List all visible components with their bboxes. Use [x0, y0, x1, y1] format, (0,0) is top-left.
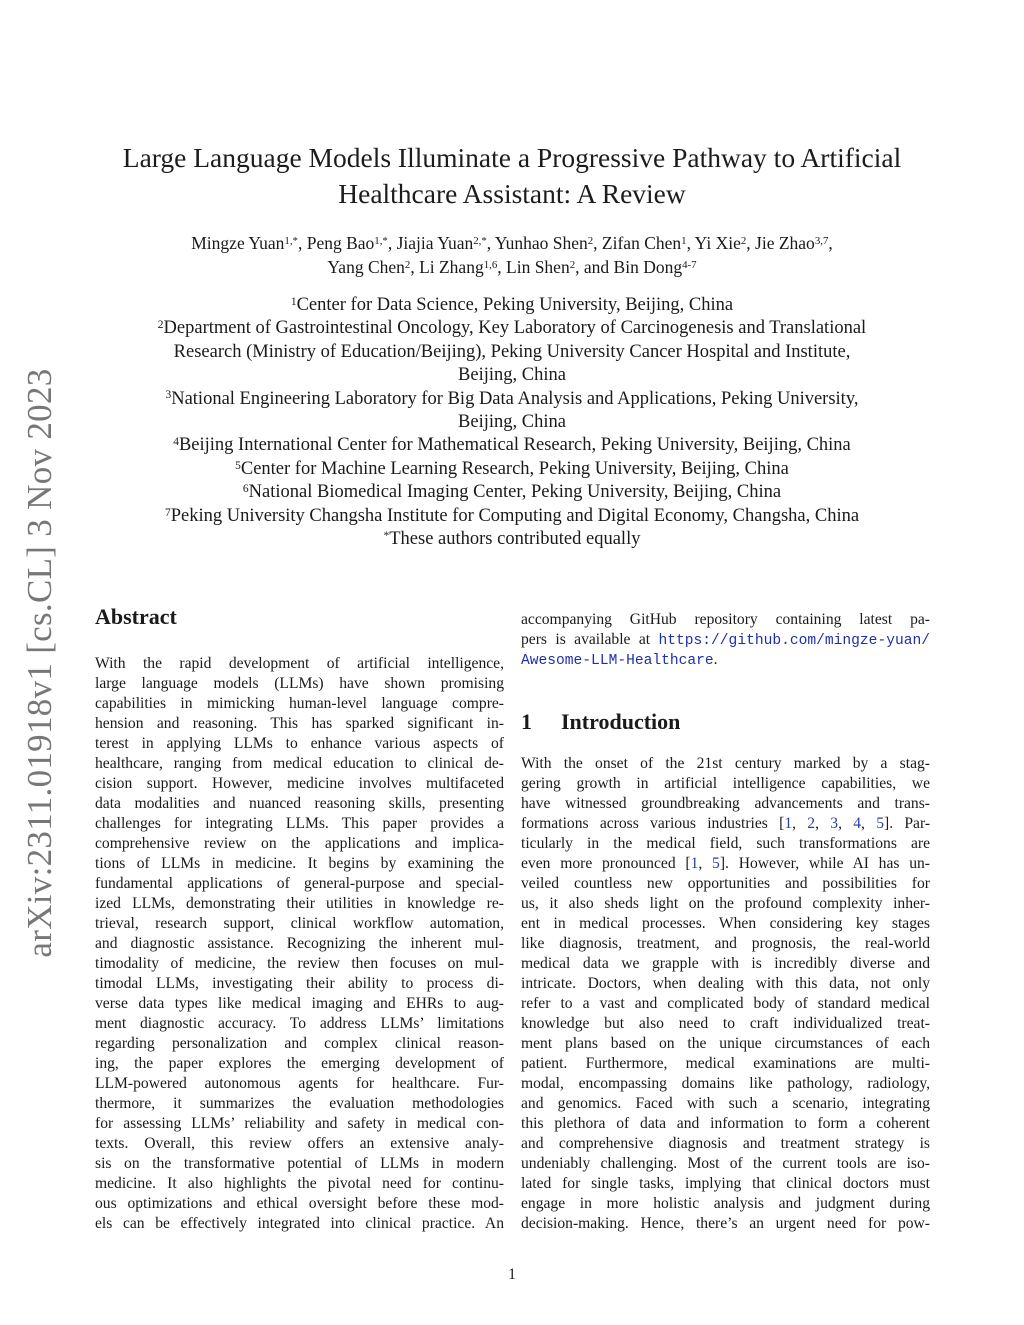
author-name: Yang Chen: [327, 257, 405, 277]
abstract-line: accompanying GitHub repository containing latest pa-: [521, 611, 930, 628]
affiliation-4: [60, 434, 964, 457]
author-affiliation-sup: 2: [404, 259, 411, 272]
citation-separator: ,: [698, 855, 713, 872]
intro-line: ment plans based on the unique circumstances of each: [521, 1035, 930, 1052]
abstract-line: ing, the paper explores the emerging development of: [95, 1055, 504, 1072]
intro-line: [521, 814, 930, 834]
intro-line: decision-making. Hence, there’s an urgent need for pow-: [521, 1215, 930, 1232]
intro-text: ]. However, while AI has un-: [719, 855, 930, 872]
author-affiliation-sup: 2: [569, 259, 576, 272]
affiliation-2: [60, 317, 964, 340]
author-separator: ,: [387, 233, 397, 253]
affiliation-text: Center for Data Science, Peking University, Beijing, China: [296, 295, 734, 315]
abstract-line: healthcare, ranging from medical education to clinical de-: [95, 755, 504, 772]
citation-link[interactable]: 5: [876, 815, 884, 832]
title-line-1: Large Language Models Illuminate a Progressive Pathway to Artificial: [122, 142, 902, 173]
author-separator: ,: [828, 233, 833, 253]
abstract-line: hension and reasoning. This has sparked significant in-: [95, 715, 504, 732]
affiliation-6: [60, 481, 964, 504]
github-repo-link-cont[interactable]: Awesome-LLM-Healthcare: [521, 653, 714, 669]
intro-text: formations across various industries [: [521, 815, 785, 832]
affiliation-text: National Biomedical Imaging Center, Peking University, Beijing, China: [248, 482, 782, 503]
author-separator: ,: [497, 257, 507, 277]
intro-line: modal, encompassing domains like pathology, radiology,: [521, 1075, 930, 1092]
citation-separator: ,: [861, 815, 877, 832]
section-number: 1: [521, 709, 532, 734]
abstract-line: ized LLMs, demonstrating their utilities in knowledge re-: [95, 895, 504, 912]
affiliation-text: Department of Gastrointestinal Oncology, Key Laboratory of Carcinogenesis and Translational: [163, 318, 867, 339]
affiliation-number: 7: [164, 506, 171, 519]
affiliation-number: 4: [173, 436, 179, 449]
author-line-1: [60, 231, 964, 255]
affiliation-text: Center for Machine Learning Research, Peking University, Beijing, China: [240, 458, 789, 479]
citation-link[interactable]: 5: [712, 855, 720, 872]
equal-contribution-note: [60, 528, 964, 551]
author-name: Jiajia Yuan: [396, 233, 474, 253]
citation-link[interactable]: 1: [784, 815, 793, 832]
citation-link[interactable]: 2: [807, 815, 816, 832]
author-name: Li Zhang: [419, 257, 484, 277]
abstract-line: ment diagnostic accuracy. To address LLMs’ limitations: [95, 1015, 504, 1032]
abstract-text: .: [713, 651, 718, 668]
affiliation-text: Beijing International Center for Mathematical Research, Peking University, Beijing, China: [178, 435, 851, 456]
intro-line: ticularly in the medical field, such transformations are: [521, 835, 930, 852]
affiliation-2-cont: Research (Ministry of Education/Beijing), Peking University Cancer Hospital and Institute,: [173, 341, 851, 362]
author-affiliation-sup: 4-7: [682, 259, 697, 272]
affiliation-5: [60, 458, 964, 481]
abstract-line: regarding personalization and complex clinical reason-: [95, 1035, 504, 1052]
intro-line: like diagnosis, treatment, and prognosis, the real-world: [521, 935, 930, 952]
intro-line: refer to a vast and complicated body of standard medical: [521, 995, 930, 1012]
abstract-line: challenges for integrating LLMs. This paper provides a: [95, 815, 504, 832]
abstract-line: for assessing LLMs’ reliability and safety in medical con-: [95, 1115, 504, 1132]
affiliation-number: 3: [165, 389, 172, 402]
intro-line: veiled countless new opportunities and possibilities for: [521, 875, 930, 892]
author-name: Mingze Yuan: [191, 233, 285, 253]
abstract-line: cision support. However, medicine involves multifaceted: [95, 775, 504, 792]
author-affiliation-sup: 1: [681, 235, 687, 248]
abstract-line: capabilities in mimicking human-level language compre-: [95, 695, 504, 712]
abstract-line: and diagnostic assistance. Recognizing the inherent mul-: [95, 935, 504, 952]
intro-line: ent in medical processes. When considering key stages: [521, 915, 930, 932]
abstract-line: sis on the transformative potential of LLMs in modern: [95, 1155, 504, 1172]
affiliation-2-cont: Beijing, China: [458, 365, 566, 386]
citation-separator: ,: [815, 815, 831, 832]
abstract-line: large language models (LLMs) have shown promising: [95, 675, 504, 692]
author-line-2: [60, 255, 964, 279]
author-name: Bin Dong: [613, 257, 683, 277]
footnote-mark: *: [383, 529, 390, 542]
abstract-line: [521, 650, 930, 670]
intro-line: us, it also sheds light on the profound complexity inher-: [521, 895, 930, 912]
abstract-line: timodality of medicine, the review then focuses on mul-: [95, 955, 504, 972]
abstract-line: timodal LLMs, investigating their ability to process di-: [95, 975, 504, 992]
equal-contribution-text: These authors contributed equally: [389, 529, 641, 550]
intro-line: With the onset of the 21st century marked by a stag-: [521, 755, 930, 772]
intro-line: this plethora of data and information to form a coherent: [521, 1115, 930, 1132]
abstract-line: terest in applying LLMs to enhance various aspects of: [95, 735, 504, 752]
author-affiliation-sup: 2: [587, 235, 594, 248]
abstract-line: trieval, research support, clinical workflow automation,: [95, 915, 504, 932]
intro-line: and genomics. Faced with such a scenario, integrating: [521, 1095, 930, 1112]
affiliation-1: [60, 294, 964, 317]
citation-separator: ,: [792, 815, 808, 832]
intro-line: patient. Furthermore, medical examinations are multi-: [521, 1055, 930, 1072]
abstract-line: data modalities and nuanced reasoning skills, presenting: [95, 795, 504, 812]
citation-link[interactable]: 3: [830, 815, 839, 832]
github-repo-link[interactable]: https://github.com/mingze-yuan/: [658, 633, 930, 649]
author-name: Peng Bao: [306, 233, 375, 253]
author-affiliation-sup: 1,6: [483, 259, 498, 272]
author-name: Yi Xie: [694, 233, 741, 253]
arxiv-identifier-stamp: arXiv:2311.01918v1 [cs.CL] 3 Nov 2023: [20, 368, 59, 958]
abstract-line: medicine. It also highlights the pivotal need for continu-: [95, 1175, 504, 1192]
author-name: Jie Zhao: [755, 233, 815, 253]
author-separator: ,: [297, 233, 307, 253]
abstract-line: thermore, it summarizes the evaluation methodologies: [95, 1095, 504, 1112]
paper-title: [60, 140, 964, 212]
abstract-line: texts. Overall, this review offers an extensive analy-: [95, 1135, 504, 1152]
affiliation-7: [60, 505, 964, 528]
affiliation-number: 5: [235, 459, 241, 472]
citation-link[interactable]: 4: [853, 815, 862, 832]
abstract-line: comprehensive review on the applications and implica-: [95, 835, 504, 852]
intro-line: undeniably challenging. Most of the current tools are iso-: [521, 1155, 930, 1172]
abstract-line: [521, 630, 930, 650]
intro-line: engage in more holistic analysis and judgment during: [521, 1195, 930, 1212]
abstract-line: ous optimizations and ethical oversight before these mod-: [95, 1195, 504, 1212]
author-affiliation-sup: 2,*: [473, 235, 487, 248]
author-list: [60, 231, 964, 279]
section-title: Introduction: [561, 709, 681, 734]
intro-line: have witnessed groundbreaking advancements and trans-: [521, 795, 930, 812]
intro-line: and comprehensive diagnosis and treatment strategy is: [521, 1135, 930, 1152]
intro-line: lated for single tasks, implying that clinical doctors must: [521, 1175, 930, 1192]
intro-text: even more pronounced [: [521, 855, 691, 872]
abstract-line: els can be effectively integrated into clinical practice. An: [95, 1215, 504, 1232]
abstract-line: LLM-powered autonomous agents for healthcare. Fur-: [95, 1075, 504, 1092]
abstract-body: [95, 654, 504, 1234]
abstract-heading: Abstract: [95, 604, 177, 629]
intro-line: intricate. Doctors, when dealing with this data, not only: [521, 975, 930, 992]
author-name: Zifan Chen: [601, 233, 682, 253]
citation-link[interactable]: 1: [690, 855, 699, 872]
affiliation-number: 2: [157, 319, 164, 332]
intro-line: medical data we grapple with is incredibly diverse and: [521, 955, 930, 972]
abstract-continuation: [521, 610, 930, 670]
author-affiliation-sup: 1,*: [284, 235, 298, 248]
affiliation-list: [60, 294, 964, 551]
abstract-line: verse data types like medical imaging and EHRs to aug-: [95, 995, 504, 1012]
affiliation-3-cont: Beijing, China: [458, 412, 566, 433]
author-separator: ,: [593, 233, 602, 253]
title-line-2: Healthcare Assistant: A Review: [338, 178, 686, 209]
introduction-heading: [521, 709, 680, 735]
author-separator: ,: [746, 233, 756, 253]
abstract-line: fundamental applications of general-purpose and special-: [95, 875, 504, 892]
author-affiliation-sup: 2: [740, 235, 747, 248]
intro-line: knowledge but also need to craft individualized treat-: [521, 1015, 930, 1032]
affiliation-text: National Engineering Laboratory for Big Data Analysis and Applications, Peking University,: [171, 388, 859, 409]
affiliation-text: Peking University Changsha Institute for Computing and Digital Economy, Changsha, China: [170, 505, 860, 526]
author-separator: ,: [486, 233, 495, 253]
author-name: Yunhao Shen: [494, 233, 588, 253]
intro-line: [521, 854, 930, 874]
author-affiliation-sup: 1,*: [374, 235, 388, 248]
affiliation-number: 6: [242, 483, 249, 496]
abstract-text: pers is available at: [521, 631, 659, 648]
introduction-body: [521, 754, 930, 1234]
abstract-line: With the rapid development of artificial intelligence,: [95, 655, 504, 672]
author-separator: ,: [410, 257, 420, 277]
affiliation-number: 1: [290, 295, 297, 308]
abstract-line: tions of LLMs in medicine. It begins by examining the: [95, 855, 504, 872]
citation-separator: ,: [838, 815, 854, 832]
intro-line: gering growth in artificial intelligence capabilities, we: [521, 775, 930, 792]
author-affiliation-sup: 3,7: [814, 235, 829, 248]
affiliation-3: [60, 388, 964, 411]
intro-text: ]. Par-: [884, 815, 931, 832]
author-separator: ,: [686, 233, 695, 253]
author-separator: , and: [575, 257, 614, 277]
page-number: 1: [508, 1266, 516, 1283]
author-name: Lin Shen: [506, 257, 570, 277]
